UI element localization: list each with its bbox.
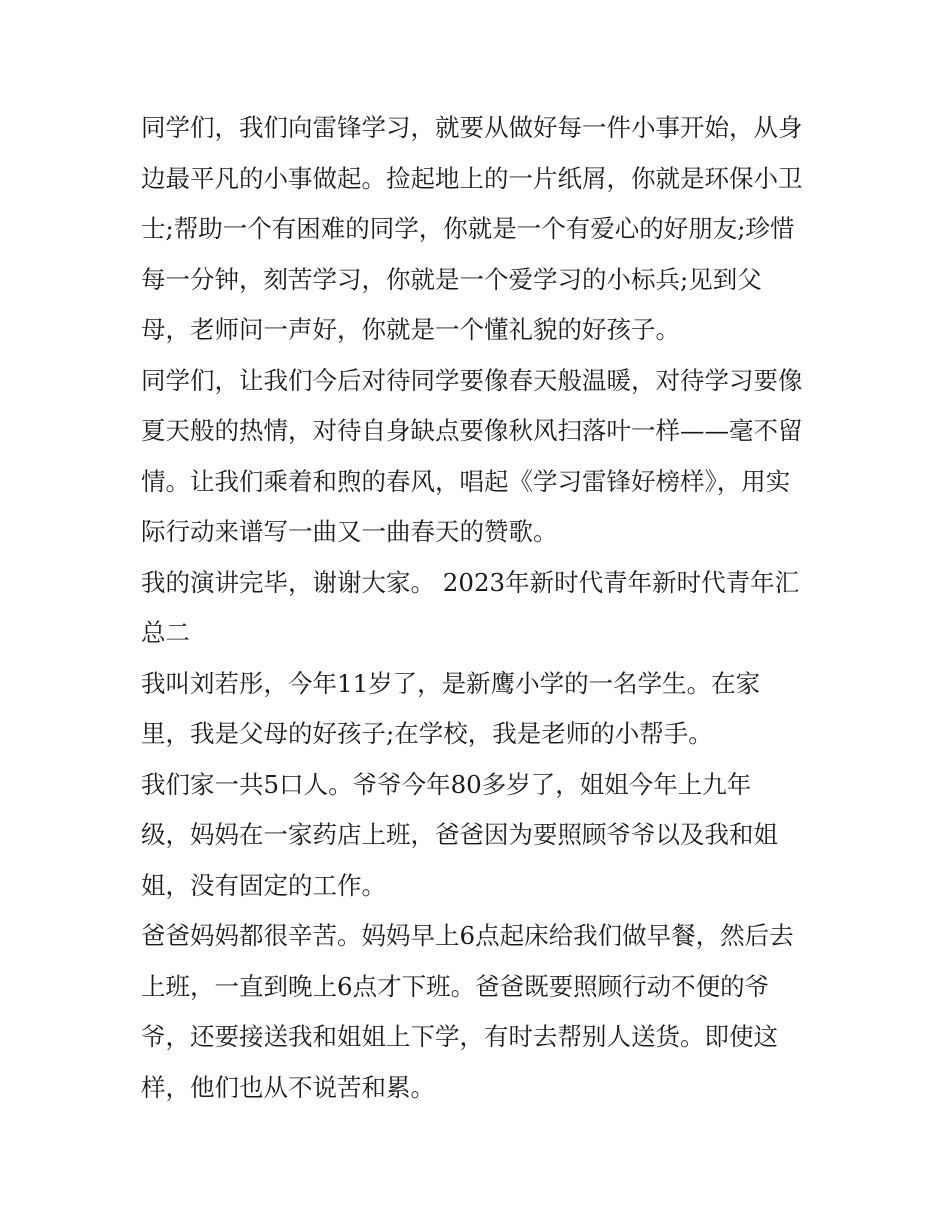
text-line: 总二 [141, 618, 190, 647]
text-line: 级，妈妈在一家药店上班，爸爸因为要照顾爷爷以及我和姐 [141, 820, 778, 849]
text-line: 边最平凡的小事做起。捡起地上的一片纸屑，你就是环保小卫 [141, 164, 803, 193]
text-line: 我叫刘若彤，今年11岁了，是新鹰小学的一名学生。在家 [141, 669, 761, 698]
text-line: 夏天般的热情，对待自身缺点要像秋风扫落叶一样——毫不留 [141, 416, 803, 445]
text-line: 每一分钟，刻苦学习，你就是一个爱学习的小标兵;见到父 [141, 265, 762, 294]
text-line: 爸爸妈妈都很辛苦。妈妈早上6点起床给我们做早餐，然后去 [141, 921, 794, 950]
text-line: 情。让我们乘着和煦的春风，唱起《学习雷锋好榜样》，用实 [141, 467, 791, 496]
text-line: 母，老师问一声好，你就是一个懂礼貌的好孩子。 [141, 315, 680, 344]
text-line: 样，他们也从不说苦和累。 [141, 1073, 435, 1102]
text-line: 际行动来谱写一曲又一曲春天的赞歌。 [141, 517, 558, 546]
text-line: 士;帮助一个有困难的同学，你就是一个有爱心的好朋友;珍惜 [141, 214, 795, 243]
text-line: 爷，还要接送我和姐姐上下学，有时去帮别人送货。即使这 [141, 1022, 778, 1051]
text-line: 同学们，我们向雷锋学习，就要从做好每一件小事开始，从身 [141, 113, 803, 142]
text-line: 上班，一直到晚上6点才下班。爸爸既要照顾行动不便的爷 [141, 972, 770, 1001]
text-line: 我的演讲完毕，谢谢大家。 2023年新时代青年新时代青年汇 [141, 568, 800, 597]
text-line: 同学们，让我们今后对待同学要像春天般温暖，对待学习要像 [141, 366, 803, 395]
text-line: 里，我是父母的好孩子;在学校，我是老师的小帮手。 [141, 719, 713, 748]
text-line: 姐，没有固定的工作。 [141, 871, 386, 900]
text-line: 我们家一共5口人。爷爷今年80多岁了，姐姐今年上九年 [141, 770, 752, 799]
